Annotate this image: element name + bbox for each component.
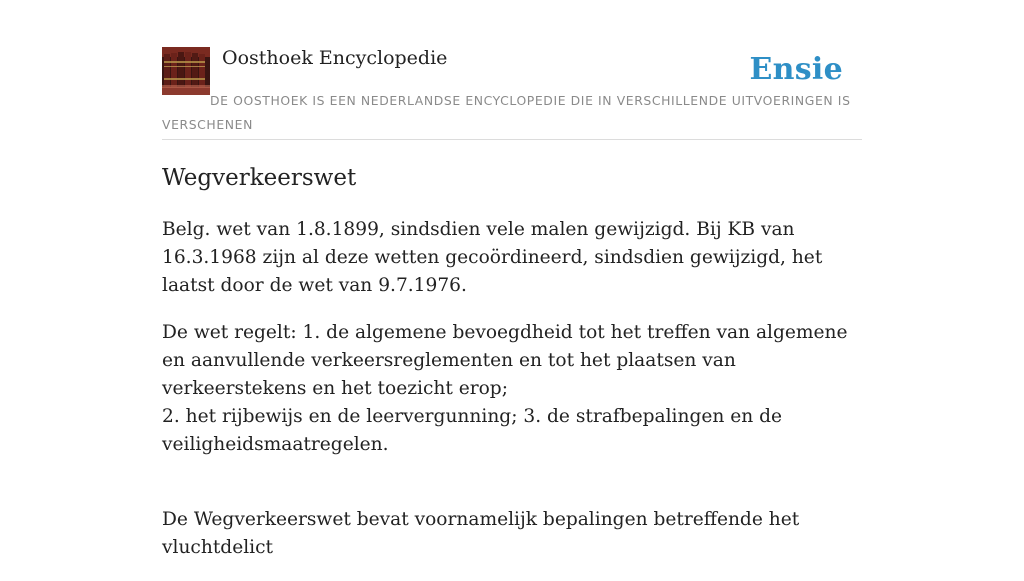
article	[162, 160, 862, 581]
article-title: Wegverkeerswet	[162, 165, 357, 191]
spacer	[162, 478, 862, 506]
paragraph-line: De wet regelt: 1. de algemene bevoegdheid tot het treffen van algemene en aanvullende verkeersreglementen en tot het plaatsen van verkeerstekens en het toezicht erop;	[162, 322, 848, 399]
paragraph-line: 2. het rijbewijs en de leervergunning; 3. de strafbepalingen en de veiligheidsmaatregelen.	[162, 406, 783, 455]
article-paragraph: De Wegverkeerswet bevat voornamelijk bepalingen betreffende het vluchtdelict	[162, 509, 800, 558]
article-paragraph: Belg. wet van 1.8.1899, sindsdien vele malen gewijzigd. Bij KB van 16.3.1968 zijn al deze wetten gecoördineerd, sindsdien gewijzigd, het laatst door de wet van 9.7.1976.	[162, 219, 823, 296]
article-paragraph	[162, 319, 862, 459]
source-title[interactable]: Oosthoek Encyclopedie	[222, 47, 448, 69]
source-avatar[interactable]	[162, 47, 210, 95]
source-header	[162, 45, 862, 140]
source-description: DE OOSTHOEK IS EEN NEDERLANDSE ENCYCLOPEDIE DIE IN VERSCHILLENDE UITVOERINGEN IS VERSCHENEN	[162, 93, 851, 132]
encyclopedia-books-icon	[162, 47, 210, 95]
ensie-logo[interactable]: Ensie	[749, 52, 843, 87]
